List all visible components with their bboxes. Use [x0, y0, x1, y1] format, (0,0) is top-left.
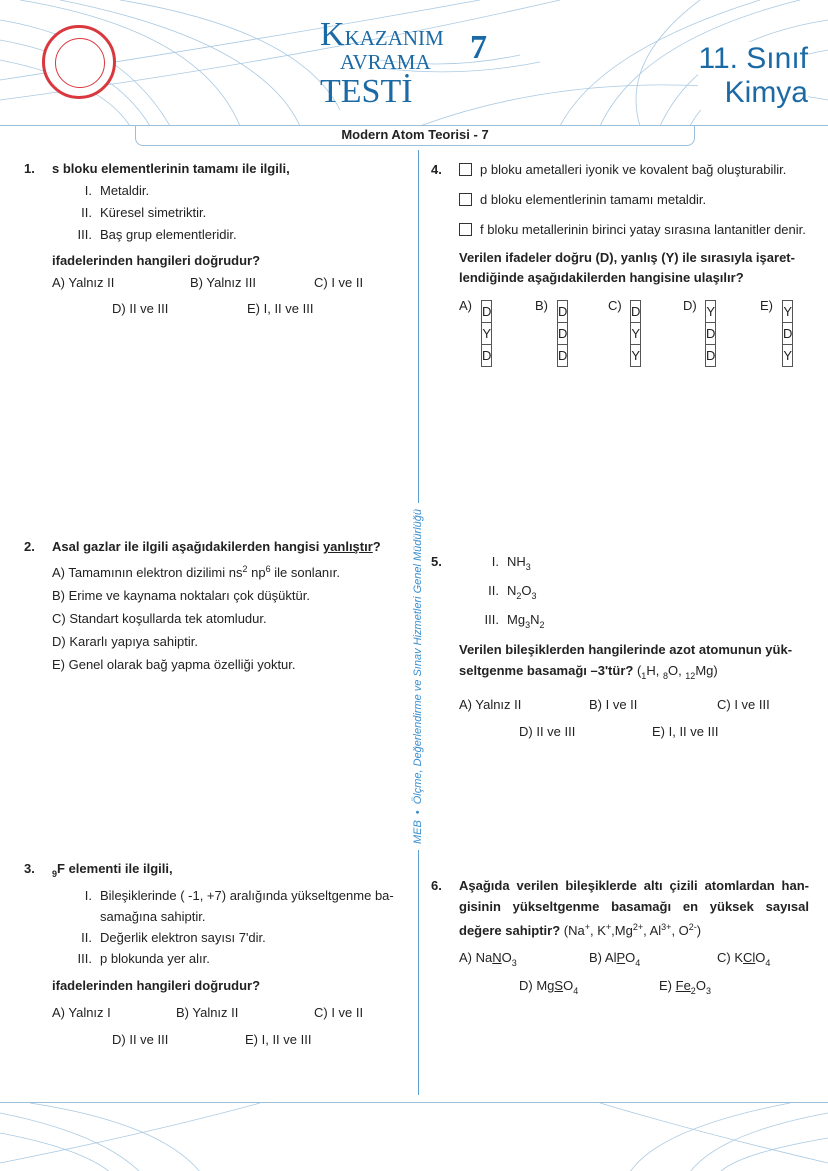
question-2 — [24, 535, 397, 676]
question-4 — [431, 160, 811, 382]
answer-grid — [782, 300, 793, 367]
statement-item: I. Bileşiklerinde ( -1, +7) aralığında yükseltgenme ba-samağına sahiptir. — [84, 888, 394, 924]
option-label: D) — [683, 298, 697, 313]
checkbox[interactable] — [459, 163, 472, 176]
option-c[interactable]: C) KClO$_4$ — [717, 950, 771, 968]
question-stem: Aşağıda verilen bileşiklerde altı çizili atomlardan han-gisinin yükseltgenme basamağı en yüksek sayısal değere sahiptir? (Na+, $K^+,Mg^{2+}$, $Al^{3+}$, $O^{2-}$) — [459, 878, 809, 938]
question-stem: s bloku elementlerinin tamamı ile ilgili, — [52, 161, 290, 176]
question-number: 4. — [431, 162, 442, 177]
footer-banner — [0, 1102, 828, 1171]
option-a[interactable]: A) Yalnız II — [459, 697, 522, 712]
test-number: 7 — [470, 29, 487, 66]
decorative-wave-pattern — [0, 1103, 828, 1171]
option-c[interactable]: C) I ve II — [314, 275, 364, 290]
grid-cell: D — [482, 301, 492, 323]
option-b[interactable]: B) Erime ve kaynama noktaları çok düşüktür. — [52, 588, 310, 603]
question-number: 3. — [24, 861, 35, 876]
subject-label: Kimya — [724, 76, 808, 109]
answer-grid — [481, 300, 492, 367]
checkbox[interactable] — [459, 223, 472, 236]
grid-cell: Y — [783, 345, 793, 367]
option-b[interactable]: B) I ve II — [589, 697, 638, 712]
grid-cell: Y — [783, 301, 793, 323]
option-e[interactable]: E) I, II ve III — [247, 301, 314, 316]
statement-item: II. Değerlik elektron sayısı 7'dir. — [81, 930, 266, 945]
grid-cell: D — [482, 345, 492, 367]
question-stem: $_9$F elementi ile ilgili, — [52, 861, 173, 879]
option-e[interactable]: E) I, II ve III — [245, 1032, 312, 1047]
option-label: B) — [535, 298, 548, 313]
question-stem: Asal gazlar ile ilgili aşağıdakilerden hangisi yanlıştır? — [52, 539, 381, 554]
answer-grids — [459, 300, 811, 382]
option-label: A) — [459, 298, 472, 313]
compound-item: I. $NH_3$ — [491, 554, 531, 572]
compound-item: II. $N_2O_3$ — [488, 583, 537, 601]
ministry-seal-logo — [42, 25, 116, 99]
option-b[interactable]: B) AlPO$_4$ — [589, 950, 641, 968]
option-c[interactable]: C) I ve III — [717, 697, 770, 712]
option-e[interactable]: E) I, II ve III — [652, 724, 719, 739]
option-a[interactable]: A) Yalnız II — [52, 275, 115, 290]
statement-item: II. Küresel simetriktir. — [81, 205, 207, 220]
question-6 — [431, 875, 809, 999]
option-c[interactable]: C) I ve II — [314, 1005, 364, 1020]
grid-cell: Y — [706, 301, 716, 323]
question-1 — [24, 158, 397, 324]
question-prompt: Verilen bileşiklerden hangilerinde azot atomunun yük-seltgenme basamağı –3'tür? ($_1H$, $_8$O, $_{12}$Mg) — [459, 642, 793, 681]
answer-grid — [557, 300, 568, 367]
grid-cell: D — [706, 323, 716, 345]
statement-item: III. Baş grup elementleridir. — [77, 227, 237, 242]
option-e[interactable]: E) Genel olarak bağ yapma özelliği yoktur. — [52, 657, 296, 672]
question-number: 1. — [24, 161, 35, 176]
grade-label: 11. Sınıf — [698, 42, 808, 75]
grid-cell: Y — [482, 323, 492, 345]
option-label: C) — [608, 298, 622, 313]
option-d[interactable]: D) II ve III — [112, 301, 169, 316]
grid-cell: D — [558, 301, 568, 323]
option-e[interactable]: E) $Fe_2O_3$ — [659, 978, 711, 996]
page-title: Modern Atom Teorisi - 7 — [135, 126, 695, 146]
statement-item: d bloku elementlerinin tamamı metaldir. — [459, 190, 811, 210]
answer-grid — [630, 300, 641, 367]
statement-item: I. Metaldir. — [84, 183, 150, 198]
option-b[interactable]: B) Yalnız III — [190, 275, 256, 290]
question-number: 6. — [431, 878, 442, 893]
sidebar-org-text: MEB•Ölçme, Değerlendirme ve Sınav Hizmetleri Genel Müdürlüğü — [412, 503, 424, 850]
grade-subject — [698, 42, 808, 110]
grid-cell: D — [558, 323, 568, 345]
option-label: E) — [760, 298, 773, 313]
grid-cell: D — [783, 323, 793, 345]
option-d[interactable]: D) MgSO$_4$ — [519, 978, 579, 996]
option-c[interactable]: C) Standart koşullarda tek atomludur. — [52, 611, 267, 626]
header-banner — [0, 0, 828, 126]
statement-item: f bloku metallerinin birinci yatay sırasına lantanitler denir. — [459, 220, 811, 240]
question-5 — [431, 550, 811, 745]
checkbox[interactable] — [459, 193, 472, 206]
option-d[interactable]: D) Kararlı yapıya sahiptir. — [52, 634, 198, 649]
option-a[interactable]: A) Tamamının elektron dizilimi $ns^2$ $np^6$ ile sonlanır. — [52, 564, 340, 580]
grid-cell: D — [706, 345, 716, 367]
question-number: 2. — [24, 539, 35, 554]
question-prompt: ifadelerinden hangileri doğrudur? — [52, 253, 261, 268]
question-3 — [24, 858, 397, 1054]
grid-cell: Y — [631, 323, 641, 345]
question-number: 5. — [431, 554, 442, 569]
option-a[interactable]: A) NaNO$_3$ — [459, 950, 517, 968]
option-b[interactable]: B) Yalnız II — [176, 1005, 239, 1020]
question-prompt: ifadelerinden hangileri doğrudur? — [52, 978, 261, 993]
kazanim-kavrama-logo: KKAZANIM AVRAMA TESTİ — [320, 16, 444, 110]
statement-item: p bloku ametalleri iyonik ve kovalent bağ oluşturabilir. — [459, 160, 811, 180]
grid-cell: D — [558, 345, 568, 367]
statement-item: III. p blokunda yer alır. — [77, 951, 210, 966]
option-a[interactable]: A) Yalnız I — [52, 1005, 111, 1020]
option-d[interactable]: D) II ve III — [112, 1032, 169, 1047]
grid-cell: D — [631, 301, 641, 323]
answer-grid — [705, 300, 716, 367]
question-prompt: Verilen ifadeler doğru (D), yanlış (Y) ile sırasıyla işaret-lendiğinde aşağıdakilerden hangisine ulaşılır? — [459, 250, 795, 285]
option-d[interactable]: D) II ve III — [519, 724, 576, 739]
grid-cell: Y — [631, 345, 641, 367]
compound-item: III. $Mg_3N_2$ — [484, 612, 545, 630]
